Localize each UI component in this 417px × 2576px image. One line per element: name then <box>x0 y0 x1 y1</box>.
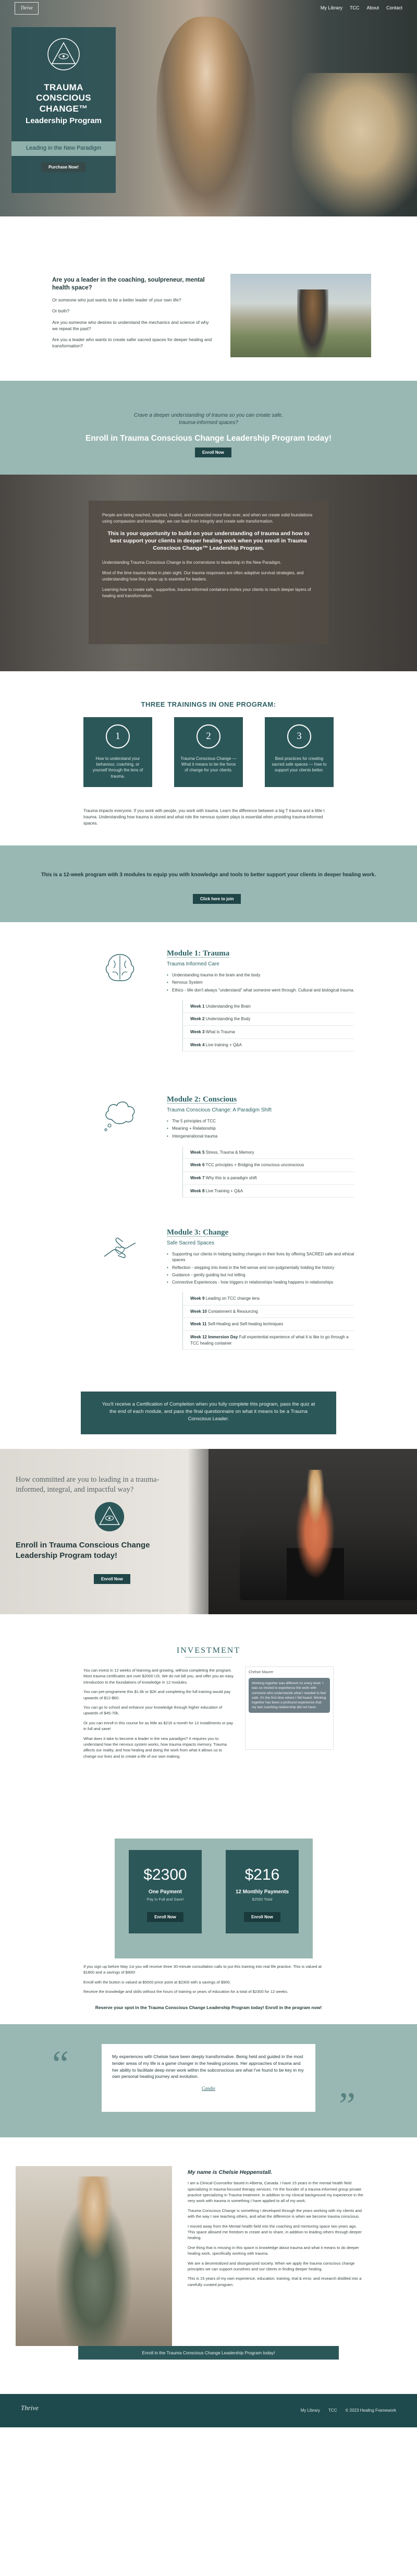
module-title: Module 1: Trauma <box>167 949 230 958</box>
trainings-section <box>0 671 417 845</box>
hero-portrait-image <box>156 17 255 216</box>
week-row: Week 2 Understanding the Body <box>183 1013 354 1026</box>
trainings-footnote: Trauma impacts everyone. If you work with people, you work with trauma. Learn the difference between a big T trauma and a little t trauma. Understanding how trauma is stored and what role the nervous system plays is essential when providing trauma-informed spaces. <box>83 808 325 826</box>
hero-tagline: Leading in the New Paradigm <box>11 141 116 156</box>
training-number: 3 <box>287 724 311 748</box>
intro-question: Are you a leader in the coaching, soulpreneur, mental health space? <box>52 277 205 291</box>
sofa-portrait-photo <box>208 1449 417 1614</box>
helping-hands-icon <box>99 1227 141 1269</box>
footer-copyright: © 2023 Healing Framework <box>345 2408 396 2413</box>
investment-footnote: Receive the knowledge and skills without the hours of training or years of education for a total of $2300 for 12 weeks. <box>83 1989 288 1994</box>
commitment-question: How committed are you to leading in a trauma-informed, integral, and impactful way? <box>16 1476 160 1494</box>
training-description: Best practices for creating sacred safe spaces — how to support your clients better. <box>272 756 327 773</box>
about-paragraph: One thing that is missing in this space is knowledge about trauma and what it means to do deeper healing work, specifically working with trauma. <box>188 2245 359 2256</box>
footer-link-tcc[interactable]: TCC <box>328 2408 337 2413</box>
footer-logo[interactable]: Thrive <box>21 2404 39 2412</box>
chat-message: Working together was different on every level. I was so moved to experience the work with someone who understands what I needed to feel safe. It's the first time where I felt heard. Working together has been a profound experience that my last coaching relationship did not have. <box>249 1678 330 1713</box>
nav-item-my-library[interactable]: My Library <box>320 5 342 11</box>
investment-text <box>83 1667 235 1763</box>
chat-sender-name: Chelsie Maurer <box>249 1671 274 1674</box>
enroll-headline: Enroll in Trauma Conscious Change Leadership Program today! <box>85 434 332 443</box>
investment-cta-row <box>0 2000 417 2016</box>
program-band-section <box>0 845 417 922</box>
opportunity-highlight: This is your opportunity to build on your understanding of trauma and how to best support your clients in deeper healing work when you enroll in Trauma Conscious Change™ Leadership Program. <box>107 530 310 552</box>
footer-link-my-library[interactable]: My Library <box>300 2408 321 2413</box>
pricing-options <box>115 1839 313 1958</box>
week-row: Week 6 TCC principles + Bridging the conscious unconscious <box>183 1159 354 1172</box>
intro-landscape-photo <box>230 274 371 357</box>
week-row: Week 7 Why this is a paradigm shift <box>183 1172 354 1185</box>
week-row: Week 5 Stress, Trauma & Memory <box>183 1146 354 1159</box>
module-body <box>167 948 354 1051</box>
about-text <box>188 2169 365 2288</box>
module-bullets <box>167 1251 354 1285</box>
module-bullet: • Intergenerational trauma <box>167 1133 354 1139</box>
seated-woman-figure <box>287 1470 344 1600</box>
module-bullet: • Nervous System <box>167 979 354 985</box>
module-bullet: • Meaning + Relationship <box>167 1126 354 1131</box>
about-paragraph: Trauma Conscious Change is something I developed through the years working with my clients and with the way I see teaching others, and what the difference is when we become trauma conscious. <box>188 2208 362 2219</box>
join-button[interactable]: Click here to join <box>193 894 241 904</box>
top-nav <box>0 0 417 17</box>
investment-paragraph: You can pre-programme this $1.6k or $2K and completing the full training would pay upwards of $12-$60. <box>83 1689 231 1700</box>
module-bullet: • Understanding trauma in the brain and the body <box>167 972 354 978</box>
enroll-now-button[interactable]: Enroll Now <box>147 1912 183 1922</box>
enroll-now-button[interactable]: Enroll Now <box>94 1574 130 1584</box>
chat-screenshot <box>245 1666 334 1750</box>
footer-links <box>301 2408 396 2414</box>
enroll-headline: Enroll in Trauma Conscious Change Leadership Program today! <box>16 1541 150 1560</box>
program-summary: This is a 12-week program with 3 modules to equip you with knowledge and tools to better support your clients in deeper healing work. <box>41 872 376 878</box>
price-amount: $216 <box>244 1866 280 1883</box>
intro-line: Or someone who just wants to be a better leader of your own life? <box>52 297 181 303</box>
enroll-now-button[interactable]: Enroll Now <box>244 1912 280 1922</box>
site-logo[interactable]: Thrive <box>15 2 39 15</box>
investment-paragraph: Or you can enroll in this course for as little as $216 a month for 12 installments or pay in full and save! <box>83 1720 234 1732</box>
hero-section <box>0 0 417 216</box>
intro-text <box>52 276 214 349</box>
about-heading: My name is Chelsie Heppenstall. <box>188 2169 273 2175</box>
investment-section <box>0 1614 417 2000</box>
intro-person-figure <box>297 289 328 357</box>
module-bullet: • Reflection - stepping into lived in the felt-sense and non-judgmentally holding the history <box>167 1265 354 1271</box>
training-description: Trauma Conscious Change — What it means to be the force of change for your clients. <box>180 756 237 773</box>
opportunity-paragraph: Understanding Trauma Conscious Change is the cornerstone to leadership in the New Paradigm. <box>102 560 281 565</box>
testimonial-card <box>102 2044 315 2112</box>
about-paragraph: I moved away from the Mental health field into the coaching and mentoring space two years ago. This space allowed me freedom to create and to share, in addition to leading others through deeper healing. <box>188 2223 362 2241</box>
module-subtitle: Trauma Informed Care <box>167 961 219 967</box>
opportunity-section <box>0 475 417 671</box>
about-paragraph: I am a Clinical Counsellor based in Alberta, Canada. I have 15 years in the mental health field specializing in trauma-focused therapy services. I'm the founder of a trauma-informed group private practice specializing in Trauma treatment. In addition to my clinical background my experience in the very work with trauma is something I have applied to all of my work. <box>188 2181 363 2204</box>
module-weeks <box>182 1000 354 1051</box>
investment-title: INVESTMENT <box>176 1646 241 1655</box>
module-title: Module 3: Change <box>167 1228 229 1237</box>
week-row: Week 10 Containment & Resourcing <box>183 1305 354 1319</box>
open-quote-icon: “ <box>52 2043 69 2085</box>
module-bullet: • Connective Experiences - how triggers in relationships healing happens in relationships <box>167 1279 354 1285</box>
about-portrait-photo <box>16 2166 172 2346</box>
portrait-figure <box>47 2176 141 2346</box>
trainings-title: THREE TRAININGS IN ONE PROGRAM: <box>141 700 276 708</box>
investment-paragraph: What does it take to become a leader in the new paradigm? It requires you to understand how the nervous system works, how trauma impacts memory. Trauma affects our reality, and how healing and doing the work from what it allows us to change our lives and to create a life of our own making. <box>83 1736 227 1759</box>
training-description: How to understand your behaviour, coaching, or yourself through the lens of trauma. <box>92 756 143 779</box>
week-row: Week 3 What is Trauma <box>183 1026 354 1039</box>
triangle-eye-logo-icon <box>47 38 80 71</box>
training-card <box>83 717 152 787</box>
enroll-lead-text: Crave a deeper understanding of trauma so you can create safe, trauma-informed spaces? <box>133 413 284 426</box>
training-card <box>265 717 334 787</box>
week-row: Week 11 Self-Healing and Self-healing techniques <box>183 1318 354 1331</box>
module-bullet: • Guidance - gently guiding but not telling <box>167 1272 354 1278</box>
price-label: 12 Monthly Payments <box>235 1889 289 1895</box>
site-footer <box>0 2394 417 2427</box>
module-title: Module 2: Conscious <box>167 1095 237 1104</box>
investment-footnote: If you sign up before May 1st you will receive three 30-minute consultation calls to put this training into real life practice. This is valued at $1800 and a savings of $900! <box>83 1964 322 1975</box>
opportunity-paragraph: People are being reached, inspired, healed, and connected more than ever, and when we create solid foundations using compassion and knowledge, we can lead from integrity and create safe transformation. <box>102 513 313 524</box>
certificate-notice: You'll receive a Certification of Completion when you fully complete this program, pass the quiz at the end of each module, and pass the final questionnaire on what it means to be a Trauma Conscious Leader. <box>81 1392 336 1434</box>
intro-section <box>0 216 417 381</box>
testimonial-author: Candie <box>202 2086 215 2091</box>
module-bullet: • The 5 principles of TCC <box>167 1118 354 1124</box>
module-body <box>167 1094 354 1198</box>
week-row: Week 8 Live Training + Q&A <box>183 1185 354 1198</box>
price-label: One Payment <box>149 1889 182 1895</box>
module-bullets <box>167 1118 354 1139</box>
intro-line: Are you someone who desires to understand the mechanics and science of why we repeat the past? <box>52 319 209 331</box>
thought-cloud-icon <box>99 1094 141 1136</box>
intro-line: Or both? <box>52 308 70 314</box>
price-amount: $2300 <box>143 1866 187 1883</box>
trainings-cards <box>83 717 334 787</box>
week-row: Week 1 Understanding the Brain <box>183 1000 354 1013</box>
brain-icon <box>99 948 141 990</box>
nav-item-contact[interactable]: Contact <box>386 5 402 11</box>
opportunity-panel <box>89 501 328 644</box>
title-divider <box>185 1657 232 1658</box>
module-weeks <box>182 1292 354 1350</box>
nav-item-about[interactable]: About <box>366 5 379 11</box>
close-quote-icon: ” <box>339 2085 355 2126</box>
purchase-now-button[interactable]: Purchase Now! <box>41 162 86 172</box>
hero-subtitle: Leadership Program <box>26 116 102 126</box>
enroll-photo-section <box>0 1449 417 1614</box>
opportunity-paragraph: Most of the time trauma hides in plain sight. Our trauma responses are often adaptive survival strategies, and understanding how they show up is essential for leaders. <box>102 570 304 582</box>
hero-title: TRAUMA CONSCIOUS CHANGE™ <box>36 82 91 114</box>
module-bullet: • Ethics - We don't always "understand" what someone went through. Cultural and biological trauma. <box>167 987 354 993</box>
module-bullet: • Supporting our clients in helping lasting changes in their lives by offering SACRED safe and ethical spaces <box>167 1251 354 1263</box>
enroll-now-button[interactable]: Enroll Now <box>195 448 231 457</box>
about-enroll-link[interactable]: Enroll in the Trauma Conscious Change Leadership Program today! <box>78 2346 339 2360</box>
investment-footnotes <box>83 1964 334 1999</box>
week-row: Week 4 Live training + Q&A <box>183 1039 354 1052</box>
training-card <box>174 717 243 787</box>
module-body <box>167 1227 354 1350</box>
price-note: $2592 Total <box>252 1897 273 1902</box>
testimonial-text: My experiences with Chelsie have been deeply transformative. Being held and guided in the most tender areas of my life is a game changer in the healing process. Her approaches of trauma and her ability to facilitate deep inner work within the subconscious are what I've found to be key in my own personal healing journey and evolution. <box>112 2054 304 2079</box>
training-number: 1 <box>106 724 130 748</box>
module-subtitle: Trauma Conscious Change: A Paradigm Shift <box>167 1107 272 1113</box>
investment-footnote: Enroll with the button is valued at $5000 price point at $2300 with a savings of $900. <box>83 1979 231 1985</box>
investment-paragraph: You can go to school and enhance your knowledge through higher education of upwards of $45-70k. <box>83 1704 223 1716</box>
price-card-one-payment <box>129 1850 202 1933</box>
opportunity-paragraph: Learning how to create safe, supportive, trauma-informed containers invites your clients to reach deeper layers of healing and transformation. <box>102 587 311 598</box>
module-subtitle: Safe Sacred Spaces <box>167 1240 215 1246</box>
training-number: 2 <box>197 724 220 748</box>
testimonial-section <box>0 2024 417 2137</box>
enroll-band-section <box>0 381 417 475</box>
price-note: Pay in Full and Save! <box>146 1897 184 1902</box>
about-paragraph: This is 15 years of my own experience, education, training, trial & error, and research distilled into a carefully curated program. <box>188 2276 362 2287</box>
price-card-monthly <box>226 1850 299 1933</box>
week-row: Week 9 Leading on TCC change lens <box>183 1292 354 1305</box>
module-bullets <box>167 972 354 993</box>
triangle-eye-logo-icon <box>94 1501 125 1532</box>
investment-paragraph: You can invest in 12 weeks of learning and growing, without completing the program. Most trauma certificates are over $2000 US. We do not bill you, and offer you an easy introduction to the foundations of knowledge in 12 modules. <box>83 1668 234 1685</box>
nav-item-tcc[interactable]: TCC <box>349 5 360 11</box>
hero-background-image <box>292 73 417 216</box>
about-paragraph: We are a decentralized and disorganized society. When we apply the trauma conscious change principles we can support ourselves and our clients in finding deeper healing. <box>188 2260 355 2271</box>
investment-cta: Reserve your spot in the Trauma Conscious Change Leadership Program today! Enroll in the program now! <box>95 2005 322 2010</box>
module-weeks <box>182 1146 354 1198</box>
week-row: Week 12 Immersion Day Full experiential experience of what it is like to go through a TCC healing container <box>183 1331 354 1350</box>
about-section <box>0 2137 417 2372</box>
modules-section <box>0 922 417 1449</box>
intro-line: Are you a leader who wants to create safer sacred spaces for deeper healing and transformation? <box>52 337 212 349</box>
nav-menu <box>321 5 402 11</box>
hero-card <box>11 27 116 193</box>
